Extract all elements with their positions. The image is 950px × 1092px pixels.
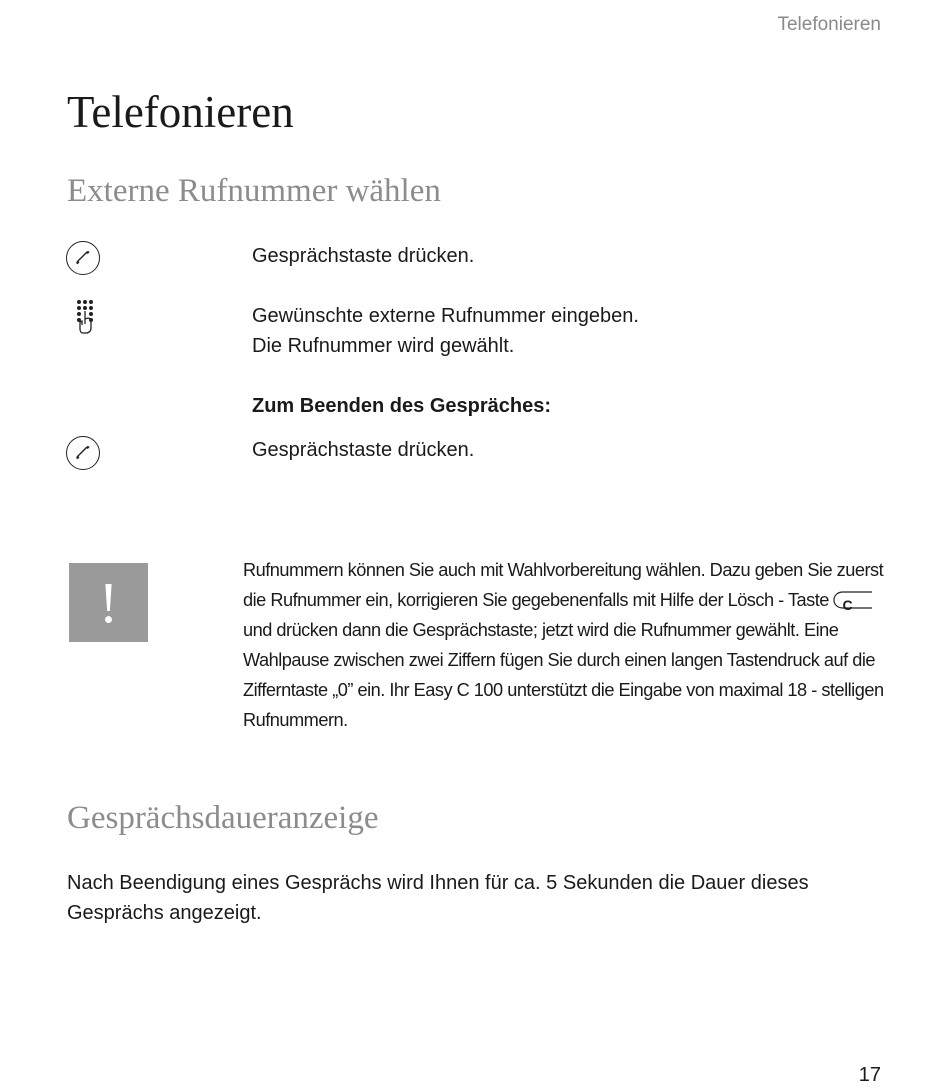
step-enter-number-line2: Die Rufnummer wird gewählt.	[252, 335, 515, 357]
running-header: Telefonieren	[777, 14, 881, 35]
call-duration-text: Nach Beendigung eines Gesprächs wird Ihnen für ca. 5 Sekunden die Dauer dieses Gesprächs angezeigt.	[67, 872, 809, 924]
section-heading-external-call: Externe Rufnummer wählen	[67, 173, 441, 209]
section-heading-call-duration: Gesprächsdaueranzeige	[67, 800, 379, 836]
step-end-call: Gesprächstaste drücken.	[252, 439, 475, 461]
page-title: Telefonieren	[67, 87, 294, 137]
step-press-call-key: Gesprächstaste drücken.	[252, 245, 475, 267]
clear-key-label: C	[842, 597, 853, 613]
notice-text-part1: Rufnummern können Sie auch mit Wahlvorbereitung wählen. Dazu geben Sie zuerst die Rufnummer ein, korrigieren Sie gegebenenfalls mit Hilfe der Lösch - Taste	[243, 560, 884, 610]
step-enter-number	[252, 301, 639, 361]
step-enter-number-line1: Gewünschte externe Rufnummer eingeben.	[252, 305, 639, 327]
end-call-label: Zum Beenden des Gespräches:	[252, 395, 551, 417]
notice-text	[243, 555, 888, 735]
clear-key-icon	[833, 591, 873, 613]
warning-exclamation-icon: !	[69, 563, 148, 642]
phone-handset-icon	[66, 241, 100, 275]
phone-handset-icon	[66, 436, 100, 470]
page-number: 17	[858, 1064, 881, 1086]
keypad-icon	[70, 298, 100, 338]
notice-text-part2: und drücken dann die Gesprächstaste; jetzt wird die Rufnummer gewählt. Eine Wahlpause zwischen zwei Ziffern fügen Sie durch einen langen Tastendruck auf die Zifferntaste „0” ein. Ihr Easy C 100 unterstützt die Eingabe von maximal 18 - stelligen Rufnummern.	[243, 620, 884, 730]
